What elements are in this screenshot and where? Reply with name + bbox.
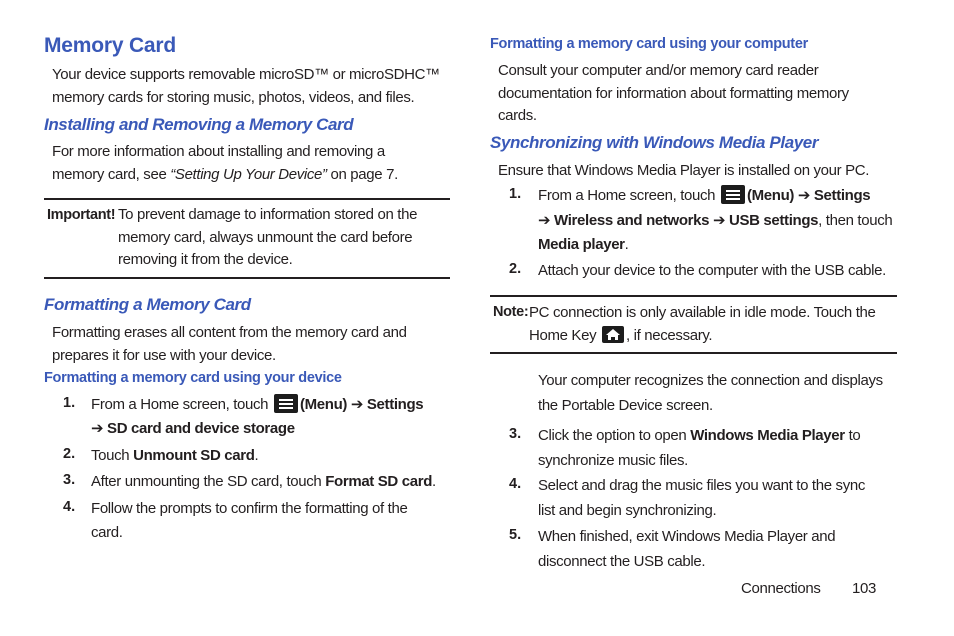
install-heading: Installing and Removing a Memory Card [44,115,354,134]
media-player-label: Media player [538,236,625,253]
arrow-separator: ➔ [794,187,814,204]
important-line-2: memory card, always unmount the card before [118,228,413,246]
format-line-1: Formatting erases all content from the memory card and [52,324,407,341]
recognize-line-2: the Portable Device screen. [538,397,713,414]
arrow-separator: ➔ [347,396,367,413]
left-step-1 [91,393,423,441]
right-step-4 [538,474,865,523]
sd-card-storage-label: SD card and device storage [107,420,295,437]
computer-heading: Formatting a memory card using your computer [490,36,808,52]
left-step-1-text: From a Home screen, touch [91,396,272,413]
right-step-1-number: 1. [509,186,522,202]
note-text [529,301,876,347]
format-heading: Formatting a Memory Card [44,295,251,314]
note-bottom-rule [490,352,897,354]
left-step-3-number: 3. [63,472,76,488]
arrow-separator: ➔ [538,211,555,229]
intro-line-1: Your device supports removable microSD™ or microSDHC™ [52,66,440,83]
device-heading: Formatting a memory card using your device [44,370,342,386]
intro-paragraph [52,64,440,109]
right-step-5-line-1: When finished, exit Windows Media Player and [538,528,836,545]
arrow-separator: ➔ [709,211,729,229]
right-step-4-line-2: list and begin synchronizing. [538,501,717,519]
right-step-3-number: 3. [509,426,522,442]
note-top-rule [490,295,897,297]
right-step-4-line-1: Select and drag the music files you want to the sync [538,477,865,494]
intro-line-2: memory cards for storing music, photos, videos, and files. [52,88,415,106]
install-line-2-text: memory card, see [52,165,171,183]
page-number: 103 [852,580,876,597]
important-bottom-rule [44,277,450,279]
left-step-4 [91,497,407,545]
important-top-rule [44,198,450,200]
left-step-3 [91,470,436,494]
note-line-2-text: Home Key [529,327,601,344]
note-label: Note: [493,304,529,320]
sync-heading: Synchronizing with Windows Media Player [490,133,819,152]
recognize-paragraph [538,368,883,418]
format-line-2: prepares it for use with your device. [52,346,276,364]
windows-media-player-label: Windows Media Player [690,427,845,444]
left-step-4-line-2: card. [91,524,123,541]
right-step-5-line-2: disconnect the USB cable. [538,552,706,570]
install-line-2 [52,164,398,187]
settings-label: Settings [366,396,424,413]
format-paragraph [52,322,407,367]
computer-line-1: Consult your computer and/or memory card reader [498,62,819,79]
note-line-2-end: , if necessary. [626,327,713,344]
settings-label: Settings [813,187,871,204]
menu-label: (Menu) [746,187,795,204]
right-step-3-text: Click the option to open [538,427,691,444]
format-sd-card-label: Format SD card [325,473,433,490]
right-step-1-period: . [624,236,629,253]
usb-settings-label: USB settings [728,211,819,229]
right-step-5-number: 5. [509,527,522,543]
computer-line-3: cards. [498,107,537,124]
footer-section-name: Connections [741,580,821,597]
menu-label: (Menu) [299,396,348,413]
computer-paragraph [498,60,849,128]
right-step-3 [538,424,860,473]
setting-up-device-reference: “Setting Up Your Device” [170,165,327,183]
left-step-3-text: After unmounting the SD card, touch [91,473,326,490]
install-paragraph [52,141,398,186]
important-line-1: To prevent damage to information stored on the [118,206,418,223]
left-step-2-period: . [254,447,259,464]
menu-icon [721,185,745,204]
note-line-1: PC connection is only available in idle mode. Touch the [529,304,876,321]
right-step-3-line-2: synchronize music files. [538,451,688,469]
right-step-2-number: 2. [509,261,522,277]
important-label: Important! [47,207,116,223]
right-step-1-text: From a Home screen, touch [538,187,719,204]
right-step-4-number: 4. [509,476,522,492]
arrow-separator: ➔ [91,420,108,437]
unmount-sd-card-label: Unmount SD card [133,447,255,464]
wireless-networks-label: Wireless and networks [554,211,710,229]
then-touch-text: , then touch [818,211,893,229]
recognize-line-1: Your computer recognizes the connection and displays [538,372,883,389]
menu-icon [274,394,298,413]
left-step-4-number: 4. [63,499,76,515]
left-step-2 [91,444,258,468]
left-step-1-number: 1. [63,395,76,411]
right-step-3-to: to [844,427,861,444]
sync-intro: Ensure that Windows Media Player is installed on your PC. [498,162,870,179]
computer-line-2: documentation for information about formatting memory [498,84,849,102]
left-step-4-line-1: Follow the prompts to confirm the formatting of the [91,500,408,517]
page-title: Memory Card [44,34,177,57]
important-text [118,204,417,272]
home-key-icon [602,326,624,343]
important-line-3: removing it from the device. [118,251,293,268]
install-line-2-page: on page 7. [326,165,398,183]
left-step-2-number: 2. [63,446,76,462]
left-step-3-period: . [432,473,436,490]
right-step-2: Attach your device to the computer with the USB cable. [538,262,886,279]
install-line-1: For more information about installing and removing a [52,143,385,160]
right-step-5 [538,525,835,574]
left-step-2-text: Touch [91,447,134,464]
right-step-1 [538,184,892,258]
